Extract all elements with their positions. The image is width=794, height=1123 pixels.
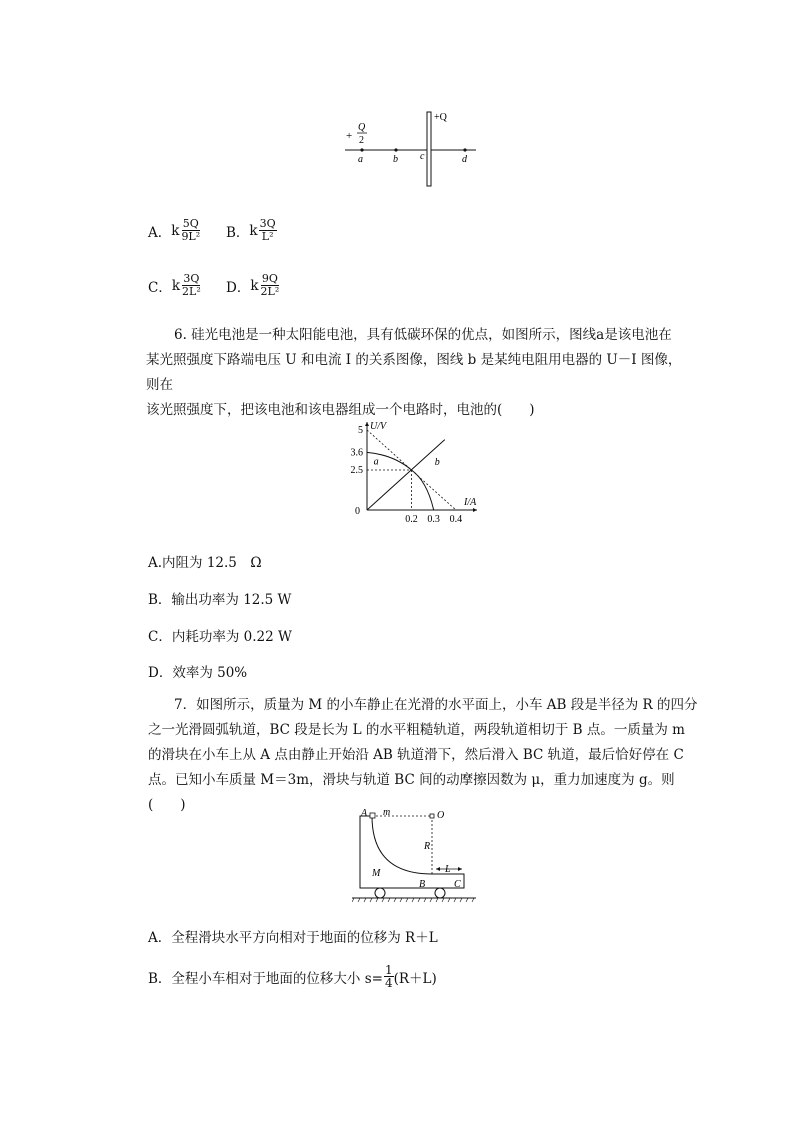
cart-track-figure [352,806,480,904]
x-axis-label: I/A [464,497,477,508]
q7-stem [148,693,698,818]
label-a: A [361,808,368,819]
q7-option-a[interactable]: A．全程滑块水平方向相对于地面的位移为 R＋L [148,930,438,946]
series-a-label: a [373,456,379,468]
x-tick-label: 0.4 [449,514,463,525]
point-c: c [420,151,425,162]
u-i-chart [335,418,480,526]
q6-option-d[interactable]: D．效率为 50% [148,665,248,681]
charge-line-figure [340,108,480,190]
x-tick-label: 0.3 [427,514,440,525]
q7-line-2: 之一光滑圆弧轨道，BC 段是长为 L 的水平粗糙轨道，两段轨道相切于 B 点。一质量为 m [148,722,685,738]
label-c: C [454,879,461,890]
point-d: d [462,154,467,165]
q5-option-d[interactable]: D． k $\frac{9Q}{\text{2L²}}$ [226,272,280,298]
q7-line-4: 点。已知小车质量 M＝3m，滑块与轨道 BC 间的动摩擦因数为 μ，重力加速度为 g。则( ) [148,772,675,813]
plus-q-label: +Q [434,112,447,123]
q6-option-b[interactable]: B．输出功率为 12.5 W [148,592,292,608]
q6-option-c[interactable]: C．内耗功率为 0.22 W [148,629,292,645]
point-a: a [358,154,363,165]
point-b: b [393,154,398,165]
y-tick-label: 3.6 [350,447,363,459]
q5-option-a[interactable]: A． k $\frac{5Q}{\text{9L²}}$ [148,217,201,243]
q6-stem [148,323,688,423]
x-tick-label: 0.2 [405,514,418,525]
x-axis-arrow [473,508,477,512]
y-tick-label: 2.5 [350,465,363,476]
label-l: L [445,864,451,875]
half-q-den: 2 [359,135,364,146]
q5-option-b[interactable]: B． k $\frac{3Q}{\text{L²}}$ [226,217,276,243]
q6-option-a[interactable]: A.内阻为 12.5 Ω [148,555,262,571]
q6-line-1: 6. 硅光电池是一种太阳能电池，具有低碳环保的优点，如图所示，图线a是该电池在 [174,327,672,343]
series-b-line [367,440,445,510]
y-tick-label: 5 [358,425,363,436]
label-m-cart: M [372,868,381,879]
half-q-num: Q [358,122,366,133]
q6-line-2: 某光照强度下路端电压 U 和电流 I 的关系图像，图线 b 是某纯电阻用电器的 U－I 图像，则在 [146,352,682,393]
q5-option-c[interactable]: C． k $\frac{3Q}{\text{2L²}}$ [148,272,201,298]
q7-option-b[interactable]: B．全程小车相对于地面的位移大小 s= $\frac{1}{4}$ (R＋L) [148,963,437,990]
label-r: R [424,841,431,852]
y-axis-arrow [365,422,369,426]
q6-line-3: 该光照强度下，把该电池和该电器组成一个电路时，电池的( ) [146,402,535,418]
series-b-label: b [434,457,440,469]
q7-line-3: 的滑块在小车上从 A 点由静止开始沿 AB 轨道滑下，然后滑入 BC 轨道，最后恰好停在 C [148,747,684,763]
origin-label: 0 [355,506,360,517]
q7-line-1: 7．如图所示，质量为 M 的小车静止在光滑的水平面上，小车 AB 段是半径为 R 的四分 [174,697,698,713]
label-m: m [383,807,391,818]
plus-sign: + [346,130,353,142]
label-o: O [437,810,445,821]
label-b: B [419,879,426,890]
y-axis-label: U/V [370,421,387,432]
